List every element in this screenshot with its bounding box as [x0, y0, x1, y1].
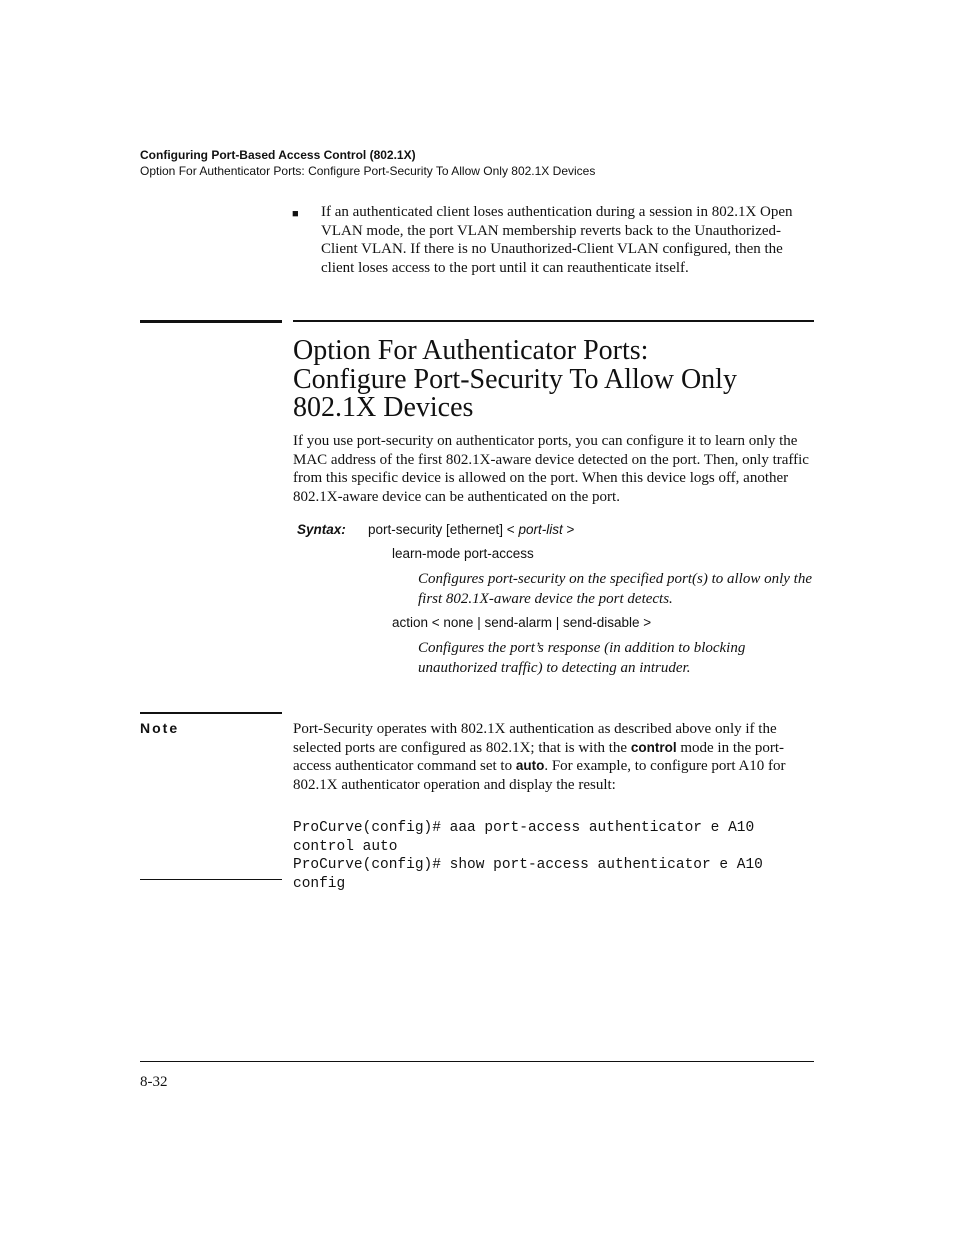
footer-rule: [140, 1061, 814, 1062]
note-keyword-control: control: [630, 739, 677, 755]
syntax-option-action-description: Configures the port’s response (in addition to blocking unauthorized traffic) to detecting an intruder.: [418, 640, 746, 676]
note-keyword-auto: auto: [515, 758, 545, 774]
section-title: [293, 337, 813, 423]
syntax-option-action: action < none | send-alarm | send-disable >: [392, 615, 652, 630]
note-rule-top: [140, 712, 282, 714]
note-text: Port-Security operates with 802.1X authentication as described above only if the selected ports are configured as 802.1X; that is with the: [293, 721, 777, 756]
syntax-option-learn-mode: learn-mode port-access: [392, 546, 534, 561]
syntax-command: [368, 522, 574, 537]
syntax-label: Syntax:: [297, 522, 346, 537]
code-line: ProCurve(config)# show port-access authenticator e A10: [293, 857, 763, 874]
running-header-section: Option For Authenticator Ports: Configure Port-Security To Allow Only 802.1X Devices: [140, 164, 596, 178]
running-header-chapter: Configuring Port-Based Access Control (802.1X): [140, 148, 416, 162]
note-paragraph: [293, 720, 815, 794]
section-intro-paragraph: If you use port-security on authenticator ports, you can configure it to learn only the MAC address of the first 802.1X-aware device detected on the port. Then, only traffic from this specific device is allowed on the port. When this device logs off, another 802.1X-aware device can be authenticated on the port.: [293, 433, 809, 505]
section-title-line: 802.1X Devices: [293, 392, 474, 423]
note-text: mode in the port-access authenticator command set to: [293, 739, 785, 775]
note-code-block: [293, 800, 763, 913]
section-title-line: Configure Port-Security To Allow Only: [293, 363, 737, 395]
syntax-command-prefix: port-security [ethernet] <: [368, 522, 519, 537]
bullet-icon: ■: [292, 208, 299, 220]
page-number: 8-32: [140, 1074, 168, 1090]
section-rule-left: [140, 320, 282, 323]
code-line: config: [293, 876, 346, 893]
section-rule-right: [293, 320, 814, 322]
note-rule-bottom: [140, 879, 282, 880]
code-line: ProCurve(config)# aaa port-access authenticator e A10: [293, 819, 755, 836]
code-line: control auto: [293, 838, 398, 855]
note-label: Note: [140, 720, 180, 736]
syntax-command-suffix: >: [562, 522, 575, 537]
note-text: . For example, to configure port A10 for 802.1X authenticator operation and display the result:: [293, 758, 786, 793]
syntax-option-learn-mode-description: Configures port-security on the specified port(s) to allow only the first 802.1X-aware device the port detects.: [418, 571, 812, 607]
section-title-line: Option For Authenticator Ports:: [293, 335, 649, 366]
syntax-command-param: port-list: [518, 522, 563, 537]
bullet-paragraph: If an authenticated client loses authentication during a session in 802.1X Open VLAN mode, the port VLAN membership reverts back to the Unauthorized-Client VLAN. If there is no Unauthorized-Client VLAN configured, then the client loses access to the port until it can reauthenticate itself.: [321, 204, 793, 276]
